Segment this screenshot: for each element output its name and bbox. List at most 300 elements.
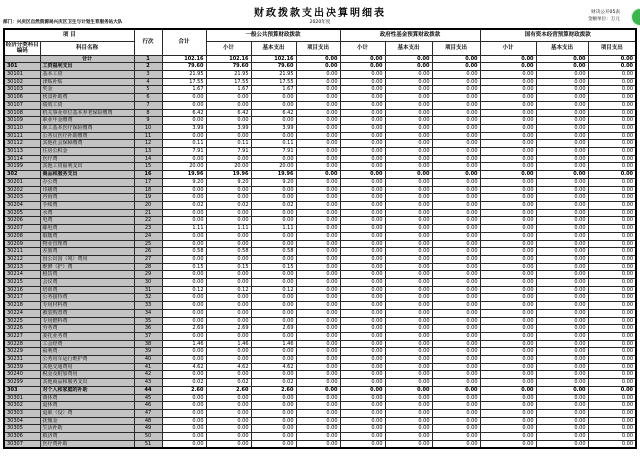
value-cell: 0.00	[162, 417, 206, 425]
value-cell: 0.00	[588, 194, 636, 202]
subject-name-cell: 物业管理费	[40, 240, 134, 248]
value-cell: 0.00	[251, 309, 296, 317]
value-cell: 0.00	[536, 171, 588, 179]
value-cell: 0.00	[480, 348, 536, 356]
row-no-cell: 31	[134, 286, 162, 294]
subject-name-cell: 因公出国（境）费用	[40, 255, 134, 263]
table-row	[4, 101, 636, 109]
subject-name-cell: 职工基本医疗保险缴费	[40, 124, 134, 132]
value-cell: 0.00	[340, 425, 385, 433]
row-no-cell: 12	[134, 140, 162, 148]
value-cell: 0.00	[340, 402, 385, 410]
row-no-cell: 2	[134, 63, 162, 71]
value-cell: 0.00	[385, 371, 432, 379]
value-cell: 0.00	[385, 101, 432, 109]
value-cell: 0.00	[296, 163, 340, 171]
value-cell: 0.00	[296, 286, 340, 294]
value-cell: 0.00	[588, 71, 636, 79]
econ-code-cell: 30102	[4, 78, 40, 86]
value-cell: 0.00	[385, 279, 432, 287]
row-no-cell: 39	[134, 348, 162, 356]
table-row	[4, 425, 636, 433]
value-cell: 0.00	[296, 140, 340, 148]
value-cell: 0.00	[588, 363, 636, 371]
value-cell: 0.00	[588, 263, 636, 271]
value-cell: 0.00	[480, 217, 536, 225]
subject-name-cell: 专用材料费	[40, 302, 134, 310]
table-row	[4, 394, 636, 402]
value-cell: 0.00	[480, 194, 536, 202]
value-cell: 0.00	[432, 356, 480, 364]
value-cell: 0.00	[340, 178, 385, 186]
value-cell: 0.11	[251, 140, 296, 148]
value-cell: 0.00	[385, 317, 432, 325]
value-cell: 0.00	[480, 371, 536, 379]
value-cell: 0.00	[480, 286, 536, 294]
value-cell: 0.00	[480, 225, 536, 233]
subject-name-cell: 住房公积金	[40, 148, 134, 156]
value-cell: 0.00	[340, 63, 385, 71]
econ-code-cell	[4, 55, 40, 63]
subject-name-cell: 工会经费	[40, 340, 134, 348]
value-cell: 0.00	[536, 140, 588, 148]
unit-note: 金额单位：万元	[587, 16, 620, 22]
table-row	[4, 232, 636, 240]
econ-code-cell: 30240	[4, 371, 40, 379]
value-cell: 0.00	[432, 394, 480, 402]
value-cell: 3.99	[162, 124, 206, 132]
row-no-cell: 33	[134, 302, 162, 310]
subject-name-cell: 维修（护）费	[40, 263, 134, 271]
econ-code-cell: 30301	[4, 394, 40, 402]
value-cell: 0.00	[206, 409, 251, 417]
econ-code-cell: 30106	[4, 94, 40, 102]
table-row	[4, 302, 636, 310]
table-row	[4, 402, 636, 410]
table-row	[4, 171, 636, 179]
value-cell: 1.67	[206, 86, 251, 94]
value-cell: 0.00	[385, 271, 432, 279]
row-no-cell: 50	[134, 433, 162, 441]
value-cell: 0.00	[251, 94, 296, 102]
value-cell: 7.91	[206, 148, 251, 156]
subject-name-cell: 咨询费	[40, 194, 134, 202]
value-cell: 0.00	[296, 332, 340, 340]
value-cell: 0.00	[536, 248, 588, 256]
row-no-cell: 26	[134, 248, 162, 256]
econ-code-cell: 30305	[4, 425, 40, 433]
value-cell: 0.00	[162, 279, 206, 287]
value-cell: 0.00	[588, 340, 636, 348]
value-cell: 3.99	[206, 124, 251, 132]
table-row	[4, 86, 636, 94]
value-cell: 3.99	[251, 124, 296, 132]
value-cell: 0.00	[340, 279, 385, 287]
value-cell: 0.00	[385, 240, 432, 248]
value-cell: 0.00	[536, 302, 588, 310]
value-cell: 0.00	[432, 279, 480, 287]
value-cell: 0.00	[385, 309, 432, 317]
value-cell: 0.00	[588, 55, 636, 63]
value-cell: 0.00	[536, 271, 588, 279]
value-cell: 0.00	[432, 71, 480, 79]
value-cell: 0.00	[251, 271, 296, 279]
table-row	[4, 440, 636, 448]
value-cell: 0.00	[162, 240, 206, 248]
econ-code-cell: 30229	[4, 348, 40, 356]
value-cell: 0.00	[588, 325, 636, 333]
row-no-cell: 37	[134, 332, 162, 340]
table-row	[4, 217, 636, 225]
value-cell: 0.15	[162, 263, 206, 271]
value-cell: 0.00	[480, 232, 536, 240]
value-cell: 0.00	[588, 163, 636, 171]
value-cell: 0.00	[340, 194, 385, 202]
value-cell: 0.00	[588, 117, 636, 125]
value-cell: 17.55	[162, 78, 206, 86]
value-cell: 0.00	[296, 417, 340, 425]
value-cell: 0.00	[162, 101, 206, 109]
value-cell: 0.00	[385, 332, 432, 340]
value-cell: 0.00	[385, 201, 432, 209]
value-cell: 0.00	[432, 109, 480, 117]
subject-name-cell: 水费	[40, 209, 134, 217]
value-cell: 0.00	[251, 132, 296, 140]
value-cell: 0.00	[432, 163, 480, 171]
econ-code-cell: 303	[4, 386, 40, 394]
value-cell: 0.00	[340, 201, 385, 209]
value-cell: 0.00	[296, 101, 340, 109]
value-cell: 0.00	[480, 140, 536, 148]
value-cell: 0.00	[432, 379, 480, 387]
table-row	[4, 94, 636, 102]
value-cell: 0.00	[432, 148, 480, 156]
table-row	[4, 155, 636, 163]
value-cell: 0.00	[296, 132, 340, 140]
value-cell: 0.00	[480, 340, 536, 348]
value-cell: 0.00	[340, 363, 385, 371]
value-cell: 0.00	[536, 209, 588, 217]
econ-code-cell: 30204	[4, 201, 40, 209]
value-cell: 1.11	[206, 225, 251, 233]
value-cell: 0.00	[251, 217, 296, 225]
value-cell: 0.00	[588, 386, 636, 394]
value-cell: 0.00	[588, 101, 636, 109]
value-cell: 0.00	[206, 101, 251, 109]
value-cell: 0.00	[432, 78, 480, 86]
table-row	[4, 263, 636, 271]
value-cell: 0.00	[251, 255, 296, 263]
subject-name-cell: 公务接待费	[40, 294, 134, 302]
header-subtotal: 小计	[340, 42, 385, 56]
value-cell: 0.00	[162, 332, 206, 340]
value-cell: 0.00	[480, 178, 536, 186]
value-cell: 0.00	[588, 394, 636, 402]
econ-code-cell: 302	[4, 171, 40, 179]
value-cell: 0.00	[162, 294, 206, 302]
value-cell: 0.00	[385, 294, 432, 302]
value-cell: 19.96	[251, 171, 296, 179]
value-cell: 0.00	[296, 302, 340, 310]
row-no-cell: 1	[134, 55, 162, 63]
value-cell: 0.00	[385, 409, 432, 417]
value-cell: 0.00	[432, 201, 480, 209]
value-cell: 0.00	[251, 417, 296, 425]
value-cell: 0.00	[162, 209, 206, 217]
value-cell: 0.00	[296, 209, 340, 217]
value-cell: 0.00	[340, 109, 385, 117]
value-cell: 0.58	[251, 248, 296, 256]
value-cell: 0.00	[340, 163, 385, 171]
row-no-cell: 5	[134, 86, 162, 94]
value-cell: 0.00	[162, 348, 206, 356]
table-row	[4, 271, 636, 279]
table-row	[4, 363, 636, 371]
value-cell: 0.00	[385, 178, 432, 186]
subject-name-cell: 税金及附加费用	[40, 371, 134, 379]
subject-name-cell: 公务用车运行维护费	[40, 356, 134, 364]
subject-name-cell: 公务员医疗补助缴费	[40, 132, 134, 140]
header-basic-exp: 基本支出	[536, 42, 588, 56]
value-cell: 0.00	[206, 271, 251, 279]
value-cell: 0.00	[480, 409, 536, 417]
value-cell: 6.42	[206, 109, 251, 117]
value-cell: 0.00	[588, 209, 636, 217]
value-cell: 0.00	[432, 409, 480, 417]
value-cell: 0.00	[162, 194, 206, 202]
value-cell: 0.00	[206, 332, 251, 340]
table-row	[4, 356, 636, 364]
value-cell: 0.02	[162, 201, 206, 209]
value-cell: 0.00	[588, 109, 636, 117]
value-cell: 0.00	[340, 302, 385, 310]
econ-code-cell: 30213	[4, 263, 40, 271]
value-cell: 0.00	[432, 433, 480, 441]
value-cell: 0.00	[432, 371, 480, 379]
value-cell: 0.00	[588, 186, 636, 194]
value-cell: 0.00	[432, 217, 480, 225]
econ-code-cell: 30231	[4, 356, 40, 364]
header-row-no: 行次	[134, 29, 162, 55]
value-cell: 0.00	[588, 140, 636, 148]
value-cell: 0.00	[385, 155, 432, 163]
value-cell: 0.00	[251, 356, 296, 364]
value-cell: 0.00	[340, 325, 385, 333]
value-cell: 0.00	[588, 356, 636, 364]
value-cell: 0.00	[588, 217, 636, 225]
value-cell: 0.00	[206, 348, 251, 356]
value-cell: 0.00	[480, 124, 536, 132]
value-cell: 0.00	[480, 332, 536, 340]
value-cell: 0.00	[385, 163, 432, 171]
value-cell: 0.00	[536, 117, 588, 125]
value-cell: 0.00	[536, 148, 588, 156]
subject-name-cell: 培训费	[40, 286, 134, 294]
row-no-cell: 24	[134, 232, 162, 240]
value-cell: 0.00	[385, 232, 432, 240]
econ-code-cell: 30203	[4, 194, 40, 202]
value-cell: 79.60	[251, 63, 296, 71]
value-cell: 0.00	[480, 255, 536, 263]
value-cell: 0.00	[480, 386, 536, 394]
econ-code-cell: 30216	[4, 286, 40, 294]
row-no-cell: 35	[134, 317, 162, 325]
value-cell: 0.00	[206, 240, 251, 248]
value-cell: 9.20	[162, 178, 206, 186]
value-cell: 0.00	[432, 309, 480, 317]
value-cell: 0.02	[206, 201, 251, 209]
value-cell: 1.67	[162, 86, 206, 94]
value-cell: 0.00	[251, 194, 296, 202]
value-cell: 0.00	[251, 371, 296, 379]
subject-name-cell: 救济费	[40, 433, 134, 441]
value-cell: 0.00	[480, 63, 536, 71]
form-code: 财决公开05表	[591, 10, 620, 15]
value-cell: 0.00	[162, 271, 206, 279]
value-cell: 0.00	[206, 294, 251, 302]
value-cell: 0.00	[536, 225, 588, 233]
value-cell: 0.00	[206, 356, 251, 364]
row-no-cell: 13	[134, 148, 162, 156]
value-cell: 0.00	[432, 294, 480, 302]
value-cell: 0.00	[480, 101, 536, 109]
value-cell: 0.00	[432, 155, 480, 163]
value-cell: 0.00	[480, 78, 536, 86]
value-cell: 0.00	[206, 232, 251, 240]
row-no-cell: 3	[134, 71, 162, 79]
subject-name-cell: 电费	[40, 217, 134, 225]
value-cell: 0.00	[480, 109, 536, 117]
value-cell: 0.00	[385, 109, 432, 117]
table-row	[4, 255, 636, 263]
value-cell: 102.16	[206, 55, 251, 63]
value-cell: 0.00	[162, 440, 206, 448]
value-cell: 0.00	[296, 78, 340, 86]
value-cell: 0.00	[162, 409, 206, 417]
value-cell: 0.00	[536, 309, 588, 317]
value-cell: 21.95	[162, 71, 206, 79]
value-cell: 0.00	[588, 332, 636, 340]
value-cell: 0.00	[588, 348, 636, 356]
row-no-cell: 48	[134, 417, 162, 425]
table-row	[4, 332, 636, 340]
value-cell: 0.00	[296, 271, 340, 279]
value-cell: 0.00	[588, 201, 636, 209]
value-cell: 0.00	[296, 371, 340, 379]
value-cell: 0.00	[385, 440, 432, 448]
value-cell: 0.00	[340, 171, 385, 179]
value-cell: 0.00	[296, 348, 340, 356]
subject-name-cell: 职业年金缴费	[40, 117, 134, 125]
value-cell: 0.00	[432, 124, 480, 132]
value-cell: 19.96	[206, 171, 251, 179]
row-no-cell: 44	[134, 386, 162, 394]
value-cell: 0.12	[251, 286, 296, 294]
value-cell: 0.00	[536, 101, 588, 109]
econ-code-cell: 30109	[4, 117, 40, 125]
header-subtotal: 小计	[206, 42, 251, 56]
value-cell: 0.00	[162, 232, 206, 240]
value-cell: 0.00	[340, 209, 385, 217]
econ-code-cell: 30113	[4, 148, 40, 156]
table-row	[4, 279, 636, 287]
value-cell: 0.00	[340, 286, 385, 294]
value-cell: 0.00	[536, 379, 588, 387]
econ-code-cell: 30101	[4, 71, 40, 79]
header-subtotal: 小计	[480, 42, 536, 56]
value-cell: 0.00	[385, 263, 432, 271]
value-cell: 0.00	[432, 55, 480, 63]
value-cell: 0.00	[296, 386, 340, 394]
value-cell: 0.00	[536, 255, 588, 263]
row-no-cell: 19	[134, 194, 162, 202]
table-row	[4, 140, 636, 148]
value-cell: 4.62	[206, 363, 251, 371]
value-cell: 0.00	[296, 63, 340, 71]
value-cell: 0.00	[536, 71, 588, 79]
row-no-cell: 17	[134, 178, 162, 186]
value-cell: 0.00	[480, 163, 536, 171]
value-cell: 0.00	[385, 255, 432, 263]
value-cell: 0.00	[340, 394, 385, 402]
value-cell: 0.00	[480, 132, 536, 140]
subject-name-cell: 商品和服务支出	[40, 171, 134, 179]
value-cell: 7.91	[251, 148, 296, 156]
table-row	[4, 78, 636, 86]
value-cell: 0.00	[296, 55, 340, 63]
econ-code-cell: 30306	[4, 433, 40, 441]
econ-code-cell: 30107	[4, 101, 40, 109]
value-cell: 0.00	[296, 225, 340, 233]
value-cell: 0.00	[588, 63, 636, 71]
value-cell: 0.00	[536, 440, 588, 448]
value-cell: 0.00	[480, 86, 536, 94]
value-cell: 0.00	[385, 286, 432, 294]
value-cell: 0.00	[588, 94, 636, 102]
subject-name-cell: 劳务费	[40, 325, 134, 333]
value-cell: 0.00	[251, 101, 296, 109]
value-cell: 0.00	[340, 94, 385, 102]
value-cell: 17.55	[251, 78, 296, 86]
subject-name-cell: 抚恤金	[40, 417, 134, 425]
value-cell: 0.00	[385, 340, 432, 348]
value-cell: 0.00	[480, 248, 536, 256]
row-no-cell: 40	[134, 356, 162, 364]
subject-name-cell: 伙食补助费	[40, 94, 134, 102]
value-cell: 0.00	[432, 194, 480, 202]
value-cell: 0.00	[588, 240, 636, 248]
value-cell: 0.00	[385, 78, 432, 86]
value-cell: 0.00	[385, 225, 432, 233]
value-cell: 0.00	[536, 186, 588, 194]
table-row	[4, 417, 636, 425]
value-cell: 0.00	[296, 340, 340, 348]
row-no-cell: 30	[134, 279, 162, 287]
value-cell: 0.00	[480, 417, 536, 425]
value-cell: 0.00	[432, 325, 480, 333]
header-project-exp: 项目支出	[588, 42, 636, 56]
value-cell: 2.69	[206, 325, 251, 333]
table-row	[4, 325, 636, 333]
value-cell: 0.00	[432, 271, 480, 279]
value-cell: 102.16	[251, 55, 296, 63]
value-cell: 1.46	[162, 340, 206, 348]
row-no-cell: 46	[134, 402, 162, 410]
table-row	[4, 348, 636, 356]
value-cell: 0.00	[432, 117, 480, 125]
table-row	[4, 409, 636, 417]
value-cell: 6.42	[162, 109, 206, 117]
